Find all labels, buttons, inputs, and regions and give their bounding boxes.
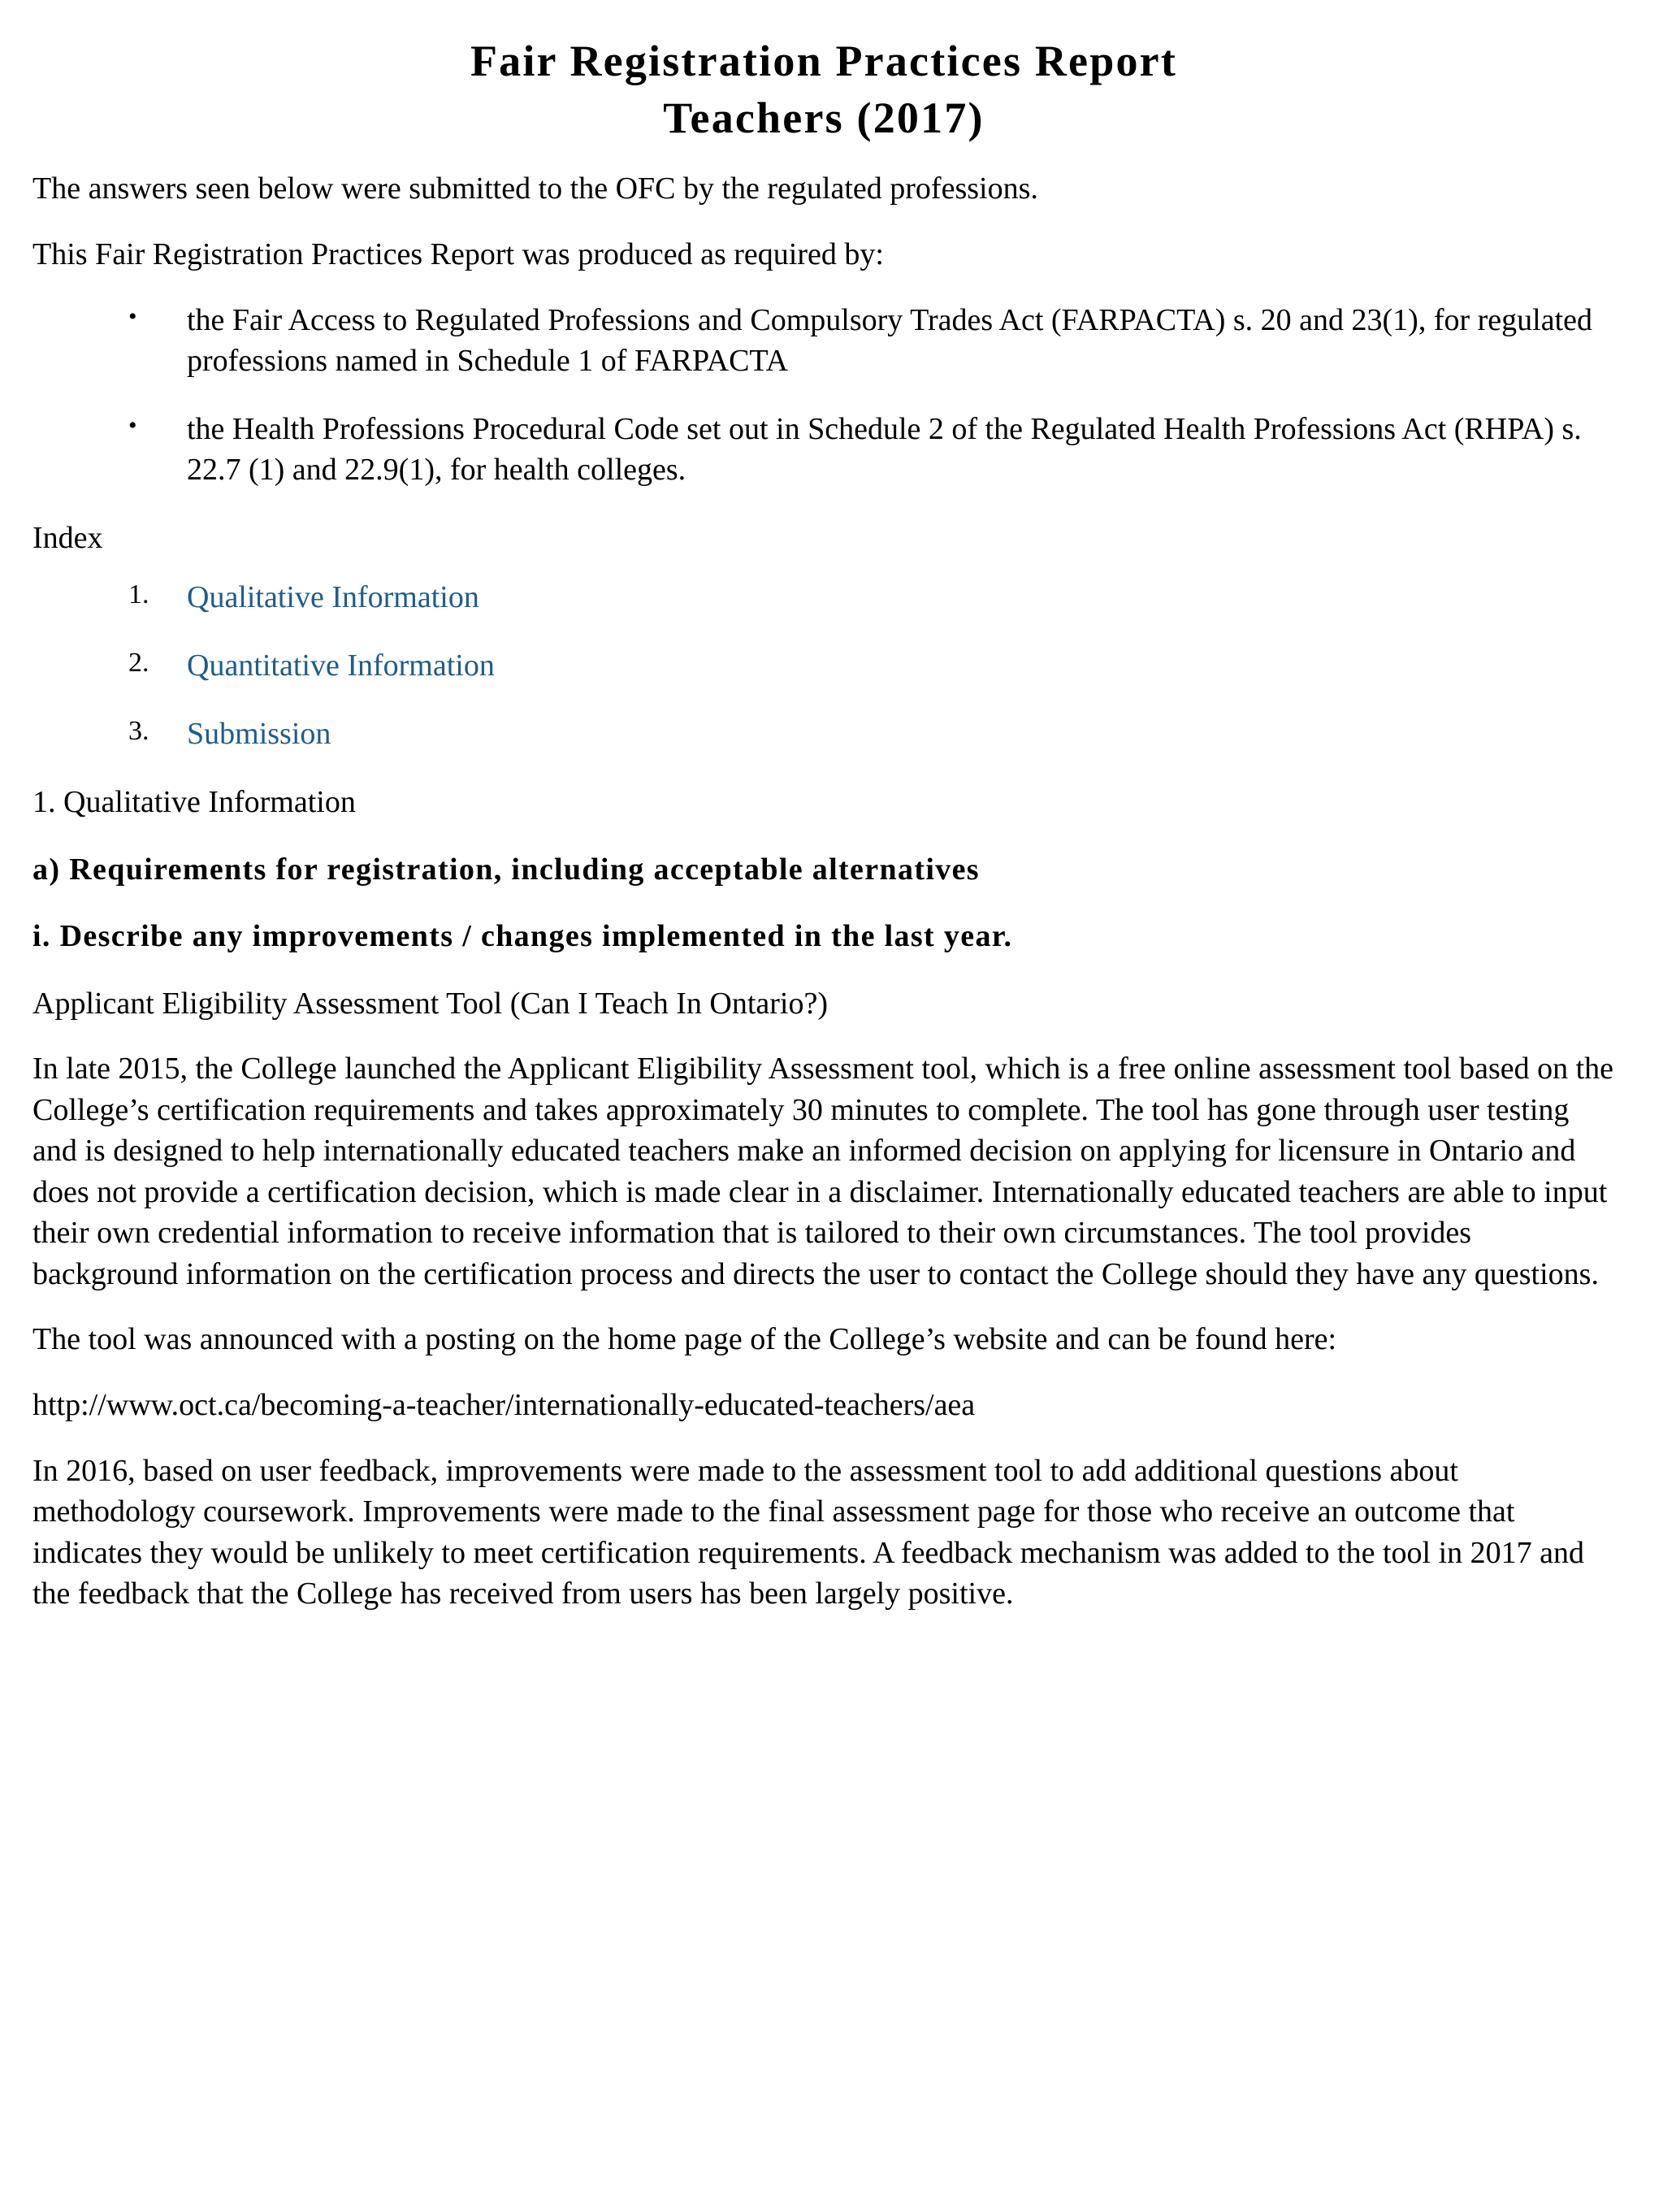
tool-name-paragraph: Applicant Eligibility Assessment Tool (Can I Teach In Ontario?) bbox=[32, 986, 828, 1021]
body-paragraph-2016-improvements: In 2016, based on user feedback, improvements were made to the assessment tool to add additional questions about methodology coursework. Improvements were made to the final assessment page for those who receive an outcome that indicates they would be unlikely to meet certification requirements. A feedback mechanism was added to the tool in 2017 and the feedback that the College has received from users has been largely positive. bbox=[32, 1453, 1585, 1611]
intro-paragraph: The answers seen below were submitted to the OFC by the regulated professions. bbox=[32, 171, 1038, 206]
question-heading-describe-improvements: i. Describe any improvements / changes implemented in the last year. bbox=[32, 919, 1013, 954]
body-paragraph-announcement: The tool was announced with a posting on the home page of the College’s website and can be found here: bbox=[32, 1322, 1337, 1357]
list-item bbox=[32, 577, 1615, 618]
legal-basis-list bbox=[32, 300, 1615, 491]
index-link-submission[interactable]: Submission bbox=[187, 716, 331, 751]
document-subtitle: Teachers (2017) bbox=[663, 93, 985, 142]
index-label: Index bbox=[32, 521, 103, 556]
produced-as-required-paragraph: This Fair Registration Practices Report was produced as required by: bbox=[32, 236, 884, 271]
list-item: • the Health Professions Procedural Code set out in Schedule 2 of the Regulated Health Professions Act (RHPA) s. 22.7 (1) and 22.9(1), for health colleges. bbox=[32, 409, 1615, 490]
subsection-heading-requirements-for-registration: a) Requirements for registration, including acceptable alternatives bbox=[32, 852, 980, 887]
index-link-qualitative-information[interactable]: Qualitative Information bbox=[187, 579, 479, 614]
list-item bbox=[32, 713, 1615, 754]
section-heading-qualitative-information: 1. Qualitative Information bbox=[32, 785, 356, 820]
list-item: • the Fair Access to Regulated Professions and Compulsory Trades Act (FARPACTA) s. 20 and 23(1), for regulated professions named in Schedule 1 of FARPACTA bbox=[32, 300, 1615, 381]
index-list bbox=[32, 577, 1615, 754]
index-link-quantitative-information[interactable]: Quantitative Information bbox=[187, 648, 495, 683]
tool-url: http://www.oct.ca/becoming-a-teacher/internationally-educated-teachers/aea bbox=[32, 1387, 976, 1422]
body-paragraph-assessment-tool-overview: In late 2015, the College launched the Applicant Eligibility Assessment tool, which is a free online assessment tool based on the College’s certification requirements and takes approximately 30 minutes to complete. The tool has gone through user testing and is designed to help internationally educated teachers make an informed decision on applying for licensure in Ontario and does not provide a certification decision, which is made clear in a disclaimer. Internationally educated teachers are able to input their own credential information to receive information that is tailored to their own circumstances. The tool provides background information on the certification process and directs the user to contact the College should they have any questions. bbox=[32, 1052, 1614, 1291]
document-title: Fair Registration Practices Report bbox=[470, 37, 1178, 85]
list-item bbox=[32, 645, 1615, 686]
